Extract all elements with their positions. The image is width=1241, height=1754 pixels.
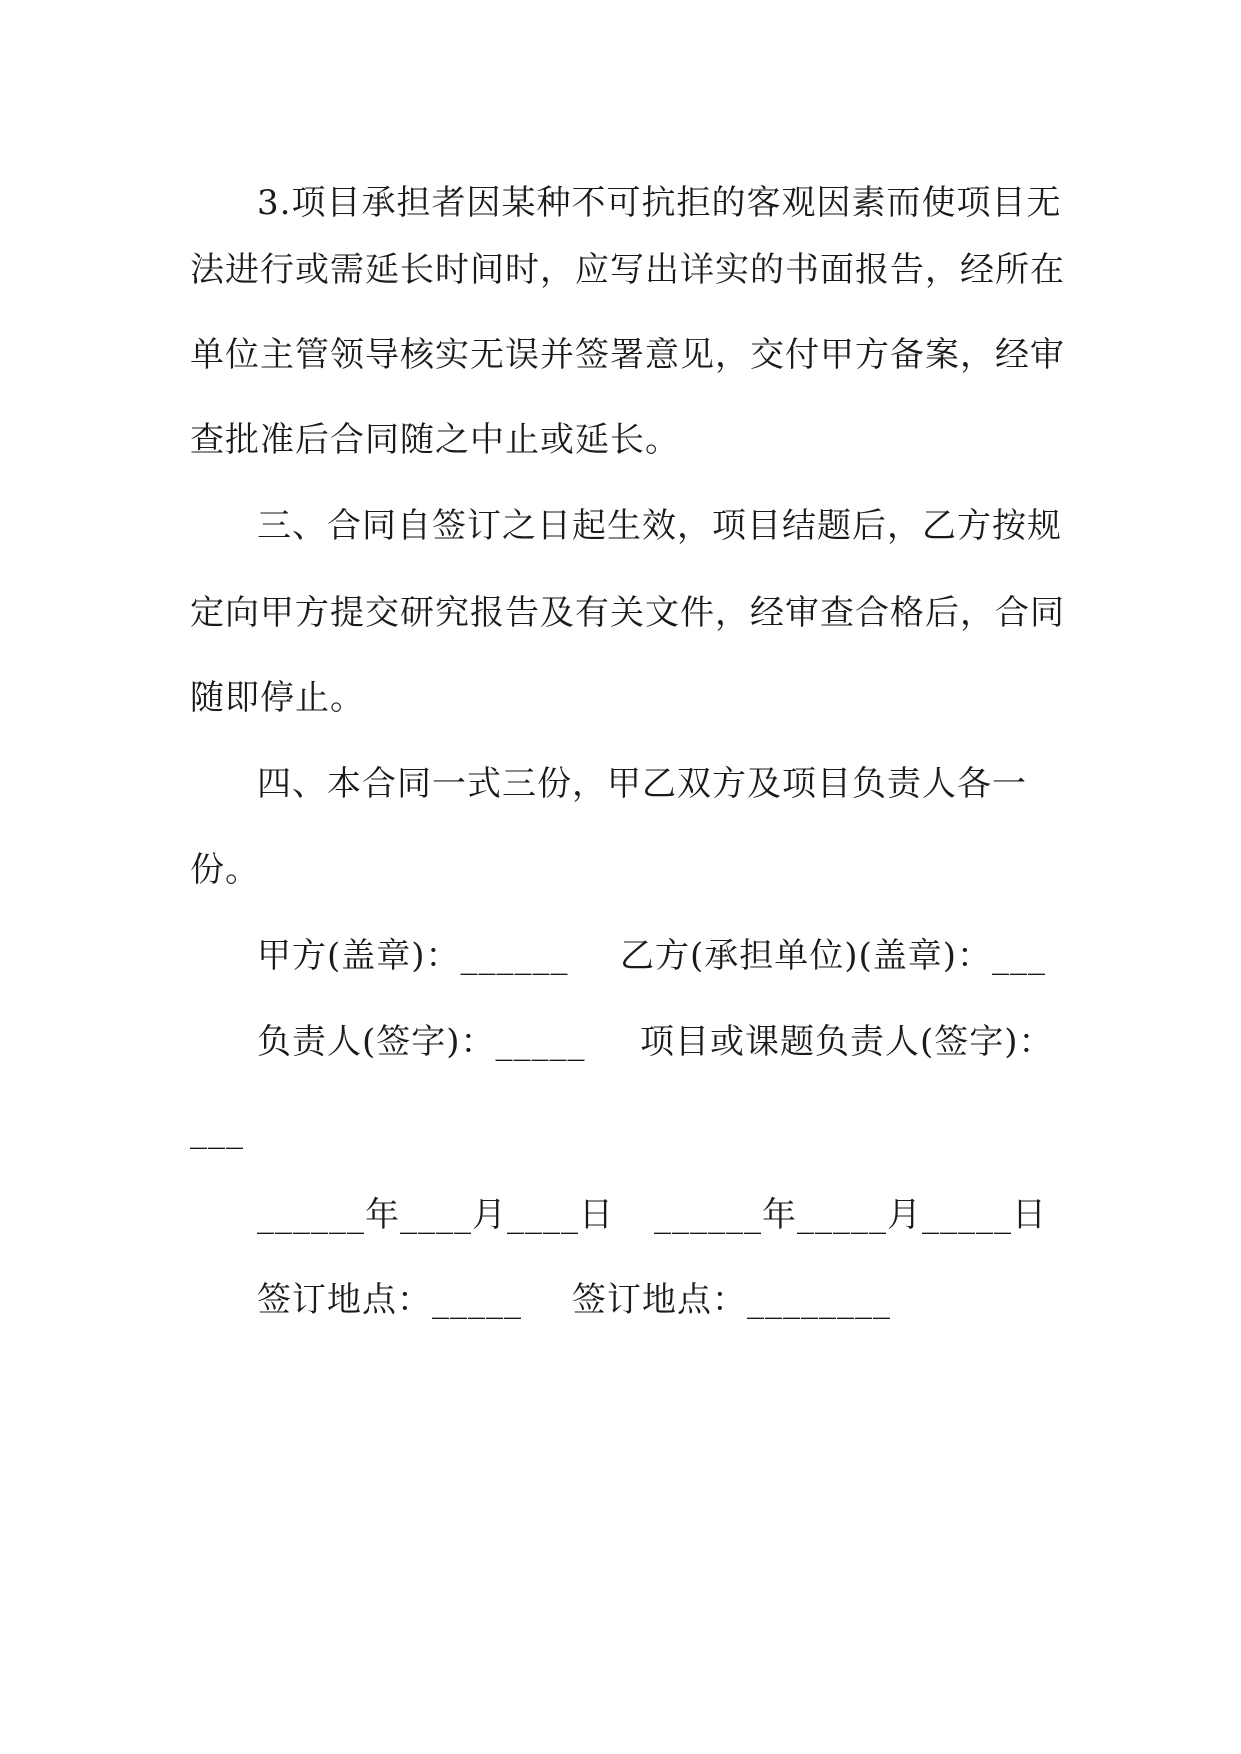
party-b-signer-blank: ___ (190, 1110, 244, 1150)
party-a-signer-field: 负责人(签字)：_____ (257, 1022, 586, 1062)
party-b-place-field: 签订地点：________ (572, 1280, 891, 1320)
article-3-line-1: 三、合同自签订之日起生效，项目结题后，乙方按规 (257, 506, 1062, 546)
party-a-place-field: 签订地点：_____ (257, 1280, 522, 1320)
party-b-signer-field: 项目或课题负责人(签字)： (640, 1022, 1054, 1062)
clause-3-line-2: 法进行或需延长时间时，应写出详实的书面报告，经所在 (190, 250, 1065, 290)
article-4-line-2: 份。 (190, 850, 260, 890)
clause-3-line-4: 查批准后合同随之中止或延长。 (190, 420, 680, 460)
party-a-seal-field: 甲方(盖章)：______ (257, 936, 569, 976)
article-3-line-2: 定向甲方提交研究报告及有关文件，经审查合格后，合同 (190, 593, 1065, 633)
party-b-seal-field: 乙方(承担单位)(盖章)：___ (620, 936, 1047, 976)
article-3-line-3: 随即停止。 (190, 678, 365, 718)
party-a-date-field: ______年____月____日 (257, 1195, 614, 1235)
clause-3-line-1: 3.项目承担者因某种不可抗拒的客观因素而使项目无 (257, 183, 1062, 223)
article-4-line-1: 四、本合同一式三份，甲乙双方及项目负责人各一 (257, 764, 1027, 804)
clause-3-line-3: 单位主管领导核实无误并签署意见，交付甲方备案，经审 (190, 335, 1065, 375)
party-b-date-field: ______年_____月_____日 (654, 1195, 1047, 1235)
